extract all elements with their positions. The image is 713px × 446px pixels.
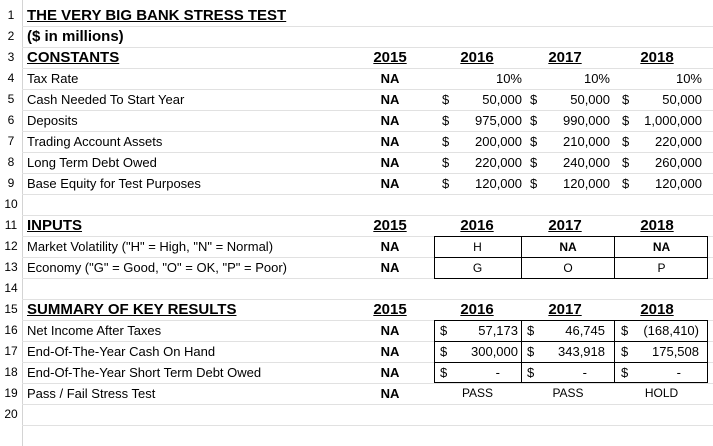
summary-2016-value[interactable]: 300,000 <box>471 344 518 359</box>
summary-2016-value[interactable]: - <box>495 365 500 380</box>
constants-2018-value: 120,000 <box>655 176 702 191</box>
constants-2017-value: 990,000 <box>563 113 610 128</box>
gridline <box>22 194 713 195</box>
constants-2018-value: 220,000 <box>655 134 702 149</box>
row-header-divider <box>22 0 23 446</box>
constants-2016-value-currency: $ <box>442 113 450 128</box>
row-number[interactable]: 15 <box>4 302 18 316</box>
sheet-title: THE VERY BIG BANK STRESS TEST <box>27 7 287 24</box>
summary-year-2016: 2016 <box>460 301 494 318</box>
row-number[interactable]: 18 <box>4 365 18 379</box>
inputs-header: INPUTS <box>27 217 83 234</box>
constants-2015-value[interactable]: NA <box>380 134 400 149</box>
gridline <box>22 26 713 27</box>
summary-2017-value[interactable]: 343,918 <box>558 344 605 359</box>
constants-2018-value: 10% <box>675 71 702 86</box>
summary-year-2017: 2017 <box>548 301 582 318</box>
constants-2017-value: 210,000 <box>563 134 610 149</box>
summary-2015-value[interactable]: NA <box>380 365 400 380</box>
row-number[interactable]: 12 <box>4 239 18 253</box>
constants-2017-value: 240,000 <box>563 155 610 170</box>
constants-year-2016: 2016 <box>460 49 494 66</box>
summary-2018-currency: $ <box>621 323 629 338</box>
constants-2016-value: 220,000 <box>475 155 522 170</box>
summary-2015-value[interactable]: NA <box>380 386 400 401</box>
constants-year-2018: 2018 <box>640 49 674 66</box>
sheet-subtitle: ($ in millions) <box>27 28 124 45</box>
gridline <box>22 404 713 405</box>
inputs-row-label[interactable]: Market Volatility ("H" = High, "N" = Normal) <box>27 239 274 254</box>
summary-2017-currency: $ <box>527 365 535 380</box>
row-number[interactable]: 16 <box>4 323 18 337</box>
summary-2016-value[interactable]: 57,173 <box>478 323 518 338</box>
constants-year-2017: 2017 <box>548 49 582 66</box>
summary-row-label[interactable]: Pass / Fail Stress Test <box>27 386 156 401</box>
gridline <box>22 425 713 426</box>
constants-2016-value: 120,000 <box>475 176 522 191</box>
summary-row-label[interactable]: End-Of-The-Year Short Term Debt Owed <box>27 365 262 380</box>
constants-2015-value[interactable]: NA <box>380 71 400 86</box>
constants-2015-value[interactable]: NA <box>380 155 400 170</box>
constants-year-2015: 2015 <box>373 49 407 66</box>
inputs-year-2017: 2017 <box>548 217 582 234</box>
constants-row-label[interactable]: Cash Needed To Start Year <box>27 92 185 107</box>
constants-row-label[interactable]: Deposits <box>27 113 78 128</box>
constants-2016-value: 10% <box>495 71 522 86</box>
summary-2015-value[interactable]: NA <box>380 323 400 338</box>
constants-2018-value-currency: $ <box>622 176 630 191</box>
summary-2017-value[interactable]: - <box>582 365 587 380</box>
summary-2017-value[interactable]: 46,745 <box>565 323 605 338</box>
row-number[interactable]: 6 <box>7 113 15 127</box>
summary-2016-status[interactable]: PASS <box>461 386 494 400</box>
summary-2018-currency: $ <box>621 344 629 359</box>
row-number[interactable]: 3 <box>7 50 15 64</box>
constants-2016-value: 200,000 <box>475 134 522 149</box>
row-number[interactable]: 13 <box>4 260 18 274</box>
inputs-2015-value[interactable]: NA <box>380 239 400 254</box>
constants-row-label[interactable]: Long Term Debt Owed <box>27 155 157 170</box>
constants-2018-value: 1,000,000 <box>644 113 702 128</box>
inputs-year-2016: 2016 <box>460 217 494 234</box>
constants-row-label[interactable]: Base Equity for Test Purposes <box>27 176 201 191</box>
summary-row-label[interactable]: Net Income After Taxes <box>27 323 162 338</box>
constants-2018-value-currency: $ <box>622 134 630 149</box>
constants-2018-value: 260,000 <box>655 155 702 170</box>
constants-2015-value[interactable]: NA <box>380 176 400 191</box>
row-number[interactable]: 11 <box>4 218 18 232</box>
constants-2016-value-currency: $ <box>442 176 450 191</box>
input-cell-2017[interactable]: O <box>563 261 573 275</box>
summary-2017-status[interactable]: PASS <box>552 386 584 400</box>
constants-row-label[interactable]: Tax Rate <box>27 71 79 86</box>
input-cell-2016[interactable]: H <box>473 240 482 254</box>
input-cell-2018[interactable]: P <box>657 261 666 275</box>
row-number[interactable]: 9 <box>7 176 15 190</box>
constants-2017-value-currency: $ <box>530 134 538 149</box>
constants-2018-value-currency: $ <box>622 113 630 128</box>
constants-2016-value: 50,000 <box>482 92 522 107</box>
summary-2015-value[interactable]: NA <box>380 344 400 359</box>
summary-2016-currency: $ <box>440 344 448 359</box>
summary-2016-currency: $ <box>440 323 448 338</box>
input-cell-2018[interactable]: NA <box>652 240 671 254</box>
row-number[interactable]: 10 <box>4 197 18 211</box>
summary-2018-value[interactable]: 175,508 <box>652 344 699 359</box>
row-number[interactable]: 1 <box>7 8 15 22</box>
row-number[interactable]: 19 <box>4 386 18 400</box>
summary-header: SUMMARY OF KEY RESULTS <box>27 301 237 318</box>
row-number[interactable]: 7 <box>7 134 15 148</box>
summary-2017-currency: $ <box>527 323 535 338</box>
row-number[interactable]: 14 <box>4 281 18 295</box>
constants-2018-value: 50,000 <box>662 92 702 107</box>
constants-2017-value: 50,000 <box>570 92 610 107</box>
row-number[interactable]: 20 <box>4 407 18 421</box>
inputs-2015-value[interactable]: NA <box>380 260 400 275</box>
inputs-row-label[interactable]: Economy ("G" = Good, "O" = OK, "P" = Poor) <box>27 260 287 275</box>
constants-2017-value-currency: $ <box>530 113 538 128</box>
constants-2018-value-currency: $ <box>622 155 630 170</box>
row-number[interactable]: 2 <box>7 29 15 43</box>
constants-2017-value-currency: $ <box>530 176 538 191</box>
input-cell-2016[interactable]: G <box>472 261 483 275</box>
summary-2016-currency: $ <box>440 365 448 380</box>
summary-year-2015: 2015 <box>373 301 407 318</box>
summary-year-2018: 2018 <box>640 301 674 318</box>
constants-2017-value: 120,000 <box>563 176 610 191</box>
summary-2018-currency: $ <box>621 365 629 380</box>
constants-2017-value: 10% <box>583 71 610 86</box>
input-cell-2017[interactable]: NA <box>559 240 577 254</box>
constants-2016-value: 975,000 <box>475 113 522 128</box>
summary-row-label[interactable]: End-Of-The-Year Cash On Hand <box>27 344 216 359</box>
inputs-year-2018: 2018 <box>640 217 674 234</box>
constants-2016-value-currency: $ <box>442 155 450 170</box>
summary-2018-status[interactable]: HOLD <box>644 386 679 400</box>
row-number[interactable]: 4 <box>7 71 15 85</box>
constants-2016-value-currency: $ <box>442 134 450 149</box>
summary-2018-value[interactable]: (168,410) <box>643 323 699 338</box>
summary-2018-value[interactable]: - <box>676 365 681 380</box>
row-number[interactable]: 17 <box>4 344 18 358</box>
constants-2015-value[interactable]: NA <box>380 113 400 128</box>
inputs-year-2015: 2015 <box>373 217 407 234</box>
constants-2017-value-currency: $ <box>530 92 538 107</box>
summary-2017-currency: $ <box>527 344 535 359</box>
constants-header: CONSTANTS <box>27 49 120 66</box>
constants-2016-value-currency: $ <box>442 92 450 107</box>
constants-2018-value-currency: $ <box>622 92 630 107</box>
constants-row-label[interactable]: Trading Account Assets <box>27 134 163 149</box>
row-number[interactable]: 5 <box>7 92 15 106</box>
constants-2017-value-currency: $ <box>530 155 538 170</box>
constants-2015-value[interactable]: NA <box>380 92 400 107</box>
row-number[interactable]: 8 <box>7 155 15 169</box>
